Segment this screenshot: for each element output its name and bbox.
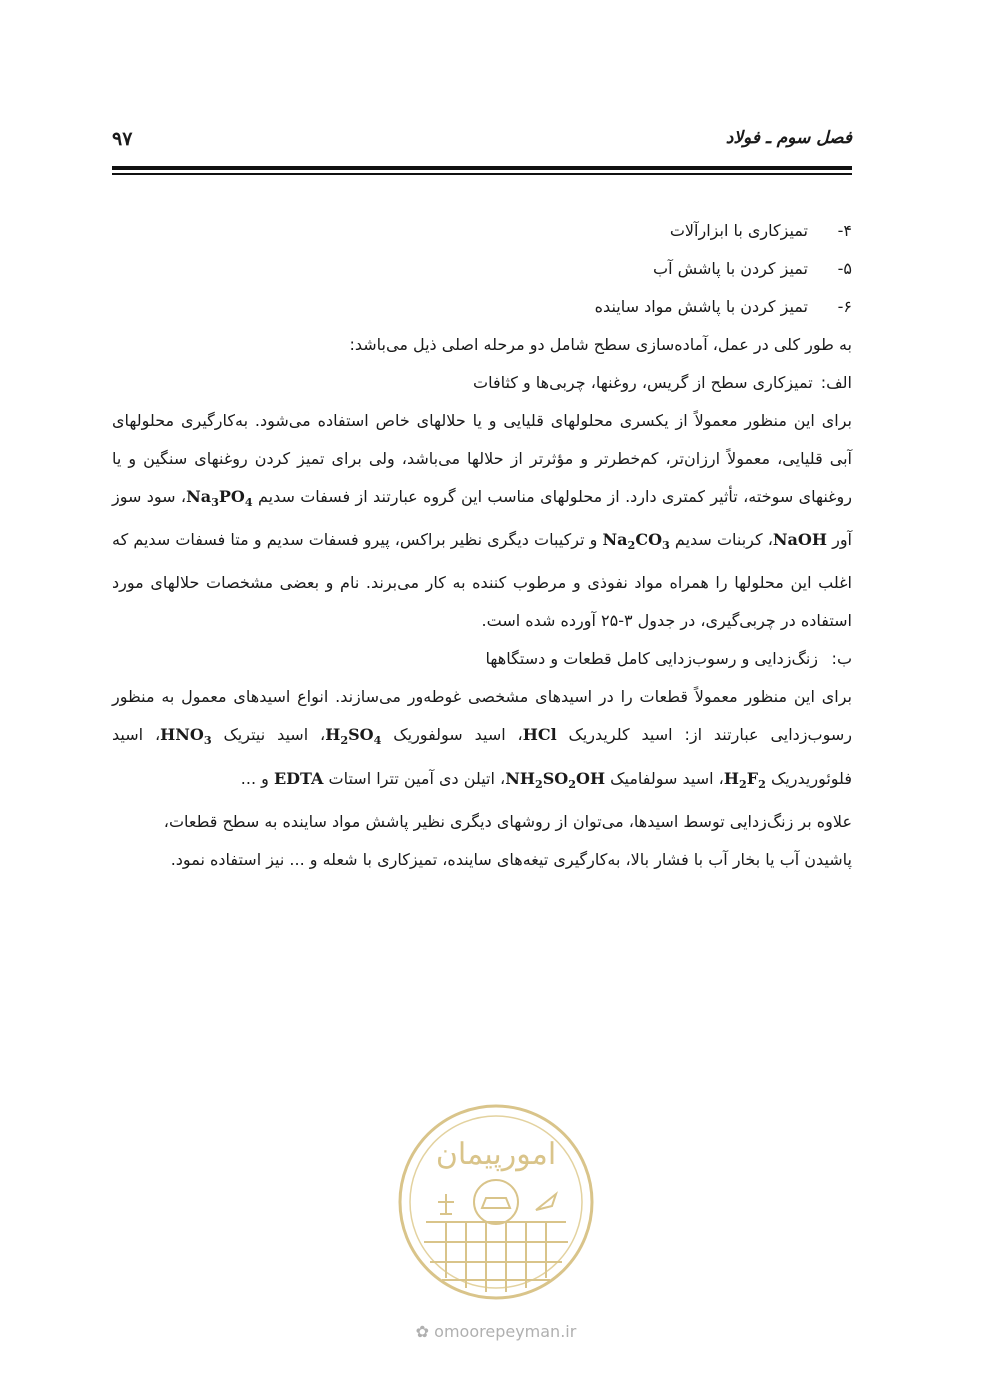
section-b-heading — [112, 640, 852, 678]
formula-naoh: NaOH — [772, 530, 827, 550]
text-run: ، کربنات سدیم — [669, 530, 773, 550]
omoorepeyman-logo — [396, 1102, 596, 1302]
list-text: تمیز کردن با پاشش مواد ساینده — [594, 297, 808, 316]
formula-h2f2: $H_2F_2$ — [723, 768, 766, 791]
section-b-title: زنگ‌زدایی و رسوب‌زدایی کامل قطعات و دستگاهها — [485, 649, 818, 669]
text-run: ، سود سوز آور — [112, 487, 852, 550]
formula-na3po4: $Na_3PO_4$ — [186, 487, 253, 510]
website-url: omoorepeyman.ir — [434, 1322, 577, 1341]
list-number: ۴- — [837, 221, 852, 240]
page-number: ۹۷ — [112, 128, 133, 150]
section-a-title: تمیزکاری سطح از گریس، روغنها، چربی‌ها و کثافات — [473, 373, 813, 392]
text-run: برای این منظور معمولاً قطعات را در اسیدهای مشخصی غوطه‌ور می‌سازند. انواع اسیدهای معمول به منظور رسوب‌زدایی عبارتند از: اسید کلریدریک — [112, 687, 852, 745]
text-run: ، اسید سولفوریک — [381, 725, 523, 745]
formula-hno3: $HNO_3$ — [160, 725, 212, 748]
text-run: ، اتیلن دی آمین تترا استات — [323, 768, 506, 788]
section-b-paragraph — [112, 678, 852, 802]
formula-na2co3: $Na_2CO_3$ — [602, 530, 670, 553]
text-run: ، اسید فلوئوریدریک — [112, 725, 852, 788]
formula-edta: EDTA — [273, 768, 324, 788]
list-text: تمیزکاری با ابزارآلات — [669, 221, 808, 240]
page-body — [112, 212, 852, 879]
list-text: تمیز کردن با پاشش آب — [653, 259, 808, 278]
text-run: و ... — [240, 768, 274, 788]
formula-hcl: HCl — [522, 725, 557, 745]
chapter-title: فصل سوم ـ فولاد — [725, 128, 852, 148]
text-run: ، اسید سولفامیک — [605, 768, 724, 788]
formula-nh2so2oh: $NH_2SO_2OH$ — [505, 768, 606, 791]
section-b-label: ب: — [831, 649, 852, 669]
formula-h2so4: $H_2SO_4$ — [325, 725, 382, 748]
header-rule-thin — [112, 173, 852, 175]
list-number: ۶- — [837, 297, 852, 316]
list-item — [112, 212, 852, 250]
section-a-paragraph — [112, 402, 852, 640]
header-rule-thick — [112, 166, 852, 170]
list-item — [112, 288, 852, 326]
website-watermark — [0, 1322, 992, 1341]
logo-text: امورپیمان — [435, 1137, 557, 1172]
text-run: ، اسید نیتریک — [211, 725, 326, 745]
list-number: ۵- — [837, 259, 852, 278]
flower-icon: ✿ — [415, 1322, 430, 1341]
text-run: و ترکیبات دیگری نظیر براکس، پیرو فسفات سدیم و متا فسفات سدیم که اغلب این محلولها را همراه مواد نفوذی و مرطوب کننده به کار می‌برند. نام و بعضی مشخصات حلالهای مورد استفاده در چربی‌گیری، در جدول ۳-۲۵ آورده شده است. — [112, 530, 852, 631]
section-a-heading — [112, 364, 852, 402]
text-run: برای این منظور معمولاً از یکسری محلولهای قلیایی و یا حلالهای خاص استفاده می‌شود. به‌کارگیری محلولهای آبی قلیایی، معمولاً ارزان‌تر، کم‌خطرتر و مؤثرتر از حلالها می‌باشد، ولی برای تمیز کردن روغنهای سنگین و یا روغنهای سوخته، تأثیر کمتری دارد. از محلولهای مناسب این گروه عبارتند از فسفات سدیم — [112, 411, 853, 506]
page-header — [112, 128, 852, 158]
intro-paragraph: به طور کلی در عمل، آماده‌سازی سطح شامل دو مرحله اصلی ذیل می‌باشد: — [349, 335, 852, 354]
section-a-label: الف: — [820, 373, 852, 392]
closing-paragraph: علاوه بر زنگ‌زدایی توسط اسیدها، می‌توان از روشهای دیگری نظیر پاشش مواد ساینده به سطح قطعات، پاشیدن آب یا بخار آب با فشار بالا، به‌کارگیری تیغه‌های ساینده، تمیزکاری با شعله و ... نیز استفاده نمود. — [163, 811, 852, 869]
list-item — [112, 250, 852, 288]
